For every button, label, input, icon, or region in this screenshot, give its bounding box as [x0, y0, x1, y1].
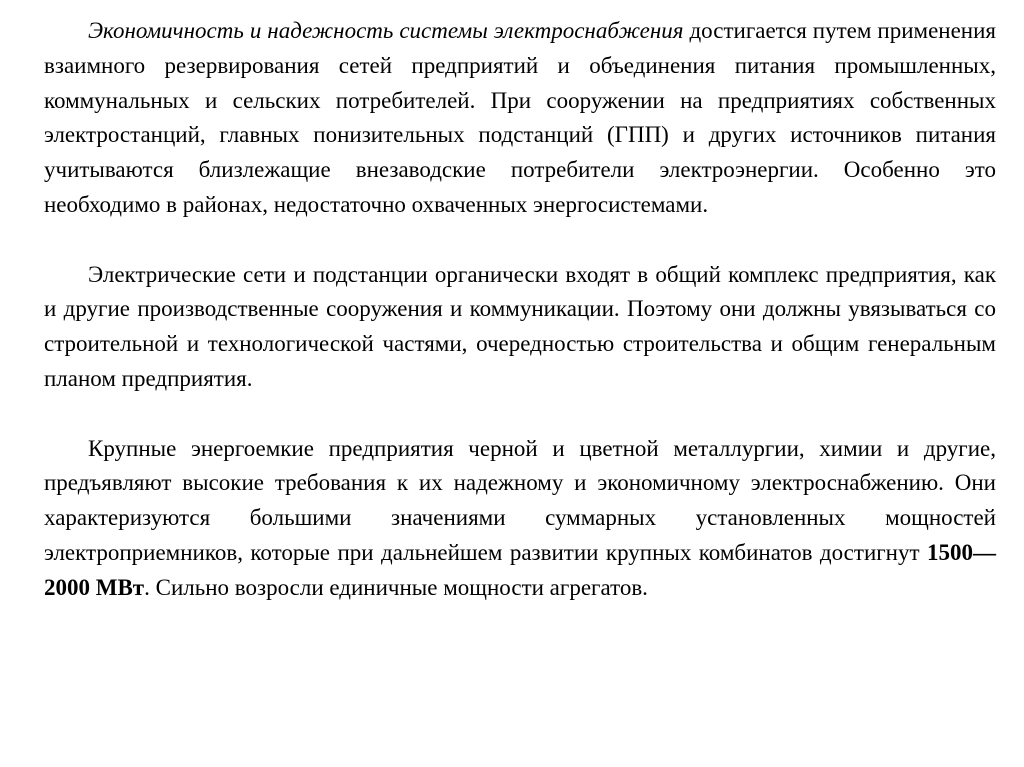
paragraph-3-text-before: Крупные энергоемкие предприятия черной и цветной металлургии, химии и другие, предъявляют высокие требования к их надежному и экономичному электроснабжению. Они характеризуются большими значениями суммарных установленных мощностей электроприемников, которые при дальнейшем развитии крупных комбинатов достигнут: [44, 435, 996, 565]
paragraph-1-lead: Экономичность и надежность системы электроснабжения: [88, 18, 684, 43]
paragraph-3-text-after: . Сильно возросли единичные мощности агрегатов.: [144, 574, 648, 600]
paragraph-1: [44, 14, 996, 223]
paragraph-2: [44, 258, 996, 397]
paragraph-1-text: достигается путем применения взаимного резервирования сетей предприятий и объединения питания промышленных, коммунальных и сельских потребителей. При сооружении на предприятиях собственных электростанций, главных понизительных подстанций (ГПП) и других источников питания учитываются близлежащие внезаводские потребители электроэнергии. Особенно это необходимо в районах, недостаточно охваченных энергосистемами.: [44, 18, 996, 217]
power-value-highlight: 1500—2000 МВт: [44, 539, 996, 600]
paragraph-2-text: Электрические сети и подстанции органически входят в общий комплекс предприятия, как и другие производственные сооружения и коммуникации. Поэтому они должны увязываться со строительной и технологической частями, очередностью строительства и общим генеральным планом предприятия.: [44, 261, 996, 391]
paragraph-3: [44, 432, 996, 606]
